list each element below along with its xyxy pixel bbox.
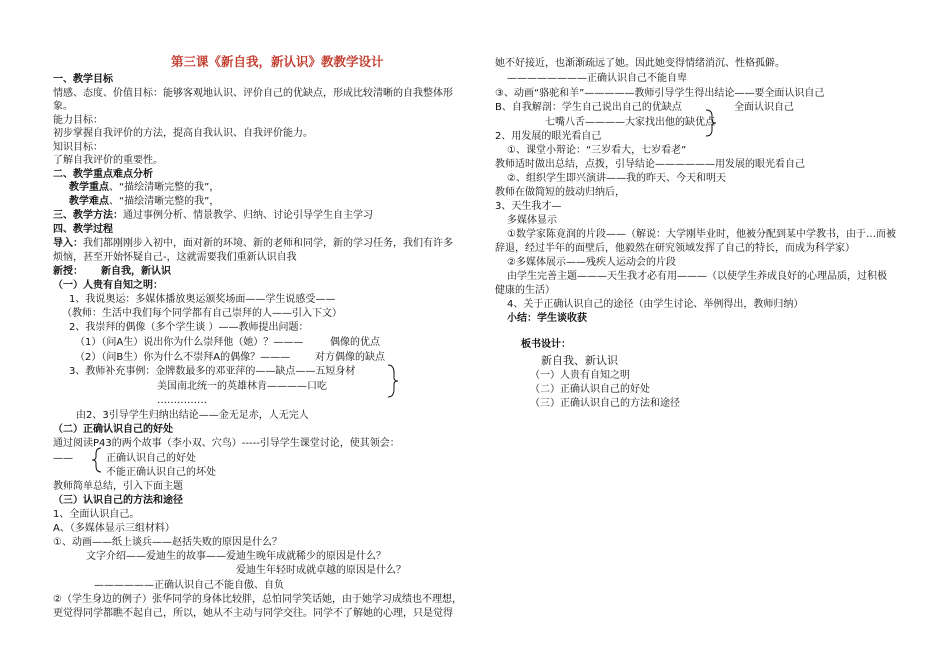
- text-line: ①数学家陈竟润的片段——（解说：大学刚毕业时，他被分配到某中学教书，由于…而被: [507, 229, 896, 240]
- text-line: 3、天生我才—: [495, 201, 562, 212]
- section-3-heading: 三、教学方法：: [53, 210, 123, 221]
- text-line: ①、动画——纸上谈兵——赵括失败的原因是什么？: [53, 537, 282, 548]
- text-line: ……………: [157, 395, 207, 406]
- text-line: 知识目标：: [53, 142, 103, 153]
- text-line: [69, 181, 219, 194]
- text-line: 了解自我评价的重要性。: [53, 155, 163, 166]
- section-1-heading: 一、教学目标: [53, 74, 113, 85]
- board-title: 新自我、新认识: [541, 354, 618, 367]
- text-line: 象。: [53, 101, 73, 112]
- text-line: 情感、态度、价值目标：能够客观地认识、评价自己的优缺点，形成比较清晰的自我整体形: [53, 88, 453, 99]
- text-line: 美国南北统一的英雄林肯————口吃: [157, 381, 327, 392]
- text-line: ————————正确认识自己不能自卑: [507, 73, 687, 84]
- text-line: B、自我解剖：学生自己说出自己的优缺点: [495, 102, 682, 113]
- board-item: （三）正确认识自己的方法和途径: [530, 398, 680, 409]
- text-line: （教师：生活中我们每个同学都有自己崇拜的人——引入下文）: [62, 308, 342, 319]
- text: 、“描绘清晰完整的我”，: [109, 196, 220, 207]
- text-line: 更觉得同学都瞧不起自己，所以，她从不主动与同学交往。同学不了解她的心理，只是觉得: [53, 608, 453, 619]
- text-line: [69, 195, 219, 208]
- summary-line: 小结：学生谈收获: [507, 313, 587, 324]
- text-line: 3、教师补充事例：金牌数最多的邓亚萍的——缺点——五短身材: [69, 366, 356, 377]
- text-line: 由学生完善主题———天生我才必有用———（以使学生养成良好的心理品质，过积极: [507, 271, 887, 282]
- document-title: 第三课《新自我，新认识》教教学设计: [171, 54, 384, 69]
- new-teach-line: [53, 265, 171, 278]
- label: 教学难点: [69, 196, 109, 207]
- part-2-heading: （二）正确认识自己的好处: [53, 424, 173, 435]
- text-line: 教师简单总结，引入下面主题: [53, 481, 183, 492]
- text-line: ——: [53, 453, 73, 464]
- board-item: （一）人贵有自知之明: [530, 370, 630, 381]
- board-heading: 板书设计：: [521, 339, 571, 350]
- text-line: A、（多媒体显示三组材料）: [53, 523, 175, 534]
- text-line: 正确认识自己的好处: [106, 453, 196, 464]
- text-line: （1）（问A生）说出你为什么崇拜他（她）？———: [75, 337, 304, 348]
- text: 我们都刚刚步入初中，面对新的环境、新的老师和同学，新的学习任务，我们有许多: [83, 238, 453, 249]
- label: 新授：: [53, 266, 83, 277]
- text-line: ③、动画“骆驼和羊”—————教师引导学生得出结论——要全面认识自己: [495, 88, 825, 99]
- text-line: 1、全面认识自己。: [53, 509, 140, 520]
- text-line: 她不好接近，也渐渐疏远了她。因此她变得情绪消沉、性格孤僻。: [495, 58, 785, 69]
- text-line: ②多媒体展示——残疾人运动会的片段: [507, 257, 676, 268]
- text-line: （2）（问B生）你为什么不崇拜A的偶像？———: [75, 352, 291, 363]
- text-line: 由2、3引导学生归纳出结论——金无足赤，人无完人: [76, 410, 309, 421]
- section-3-line: [53, 209, 373, 222]
- text: 通过事例分析、情景教学、归纳、讨论引导学生自主学习: [123, 210, 373, 221]
- topic: 新自我，新认识: [101, 266, 171, 277]
- text-line: 对方偶像的缺点: [315, 352, 385, 363]
- text-line: 2、用发展的眼光看自己: [495, 131, 602, 142]
- text-line: 通过阅读P43的两个故事（李小双、穴鸟）-----引导学生课堂讨论，使其领会：: [53, 438, 400, 449]
- text-line: ②（学生身边的例子）张华同学的身体比较胖，总怕同学笑话她，由于她学习成绩也不理想，: [53, 594, 462, 605]
- text-line: 能力目标：: [53, 115, 103, 126]
- brace-icon: [704, 108, 718, 138]
- board-item: （二）正确认识自己的好处: [530, 384, 650, 395]
- part-1-heading: （一）人贵有自知之明：: [53, 280, 163, 291]
- text-line: 爱迪生年轻时成就卓越的原因是什么？: [236, 565, 406, 576]
- text-line: 2、我崇拜的偶像（多个学生谈 ）——教师提出问题：: [69, 322, 309, 333]
- text-line: 多媒体显示: [507, 215, 557, 226]
- text-line: ①、课堂小辩论：“三岁看大，七岁看老”: [507, 145, 687, 156]
- section-4-heading: 四、教学过程: [53, 224, 113, 235]
- text: 、“描绘清晰完整的我”，: [109, 182, 220, 193]
- text-line: 4、关于正确认识自己的途径（由学生讨论、举例得出，教师归纳）: [507, 299, 804, 310]
- text-line: 初步掌握自我评价的方法，提高自我认识、自我评价能力。: [53, 128, 313, 139]
- text-line: 教师在做简短的鼓动归纳后，: [495, 187, 625, 198]
- text-line: [53, 237, 453, 250]
- text-line: ②、组织学生即兴演讲——我的昨天、今天和明天: [507, 173, 726, 184]
- text-line: 1、我说奥运：多媒体播放奥运颁奖场面——学生说感受——: [69, 294, 336, 305]
- text-line: 全面认识自己: [734, 102, 794, 113]
- brace-icon: [386, 363, 400, 399]
- text-line: ——————正确认识自己不能自傲、自负: [94, 580, 284, 591]
- label: 导入：: [53, 238, 83, 249]
- section-2-heading: 二、教学重点难点分析: [53, 169, 153, 180]
- text-line: 不能正确认识自己的坏处: [106, 467, 216, 478]
- text-line: 健康的生活）: [495, 285, 555, 296]
- part-3-heading: （三）认识自己的方法和途径: [53, 495, 183, 506]
- text-line: 文字介绍——爱迪生的故事——爱迪生晚年成就稀少的原因是什么？: [86, 551, 386, 562]
- brace-icon: [91, 446, 103, 474]
- text-line: 辞退，经过半年的面壁后，他毅然在研究领域发挥了自己的特长，而成为科学家）: [495, 243, 855, 254]
- text-line: 七嘴八舌————大家找出他的缺优点: [545, 117, 715, 128]
- text-line: 教师适时做出总结，点拨，引导结论——————用发展的眼光看自己: [495, 159, 805, 170]
- text-line: 烦恼，甚至开始怀疑自己-，这就需要我们重新认识自我: [53, 252, 297, 263]
- label: 教学重点: [69, 182, 109, 193]
- text-line: 偶像的优点: [330, 337, 380, 348]
